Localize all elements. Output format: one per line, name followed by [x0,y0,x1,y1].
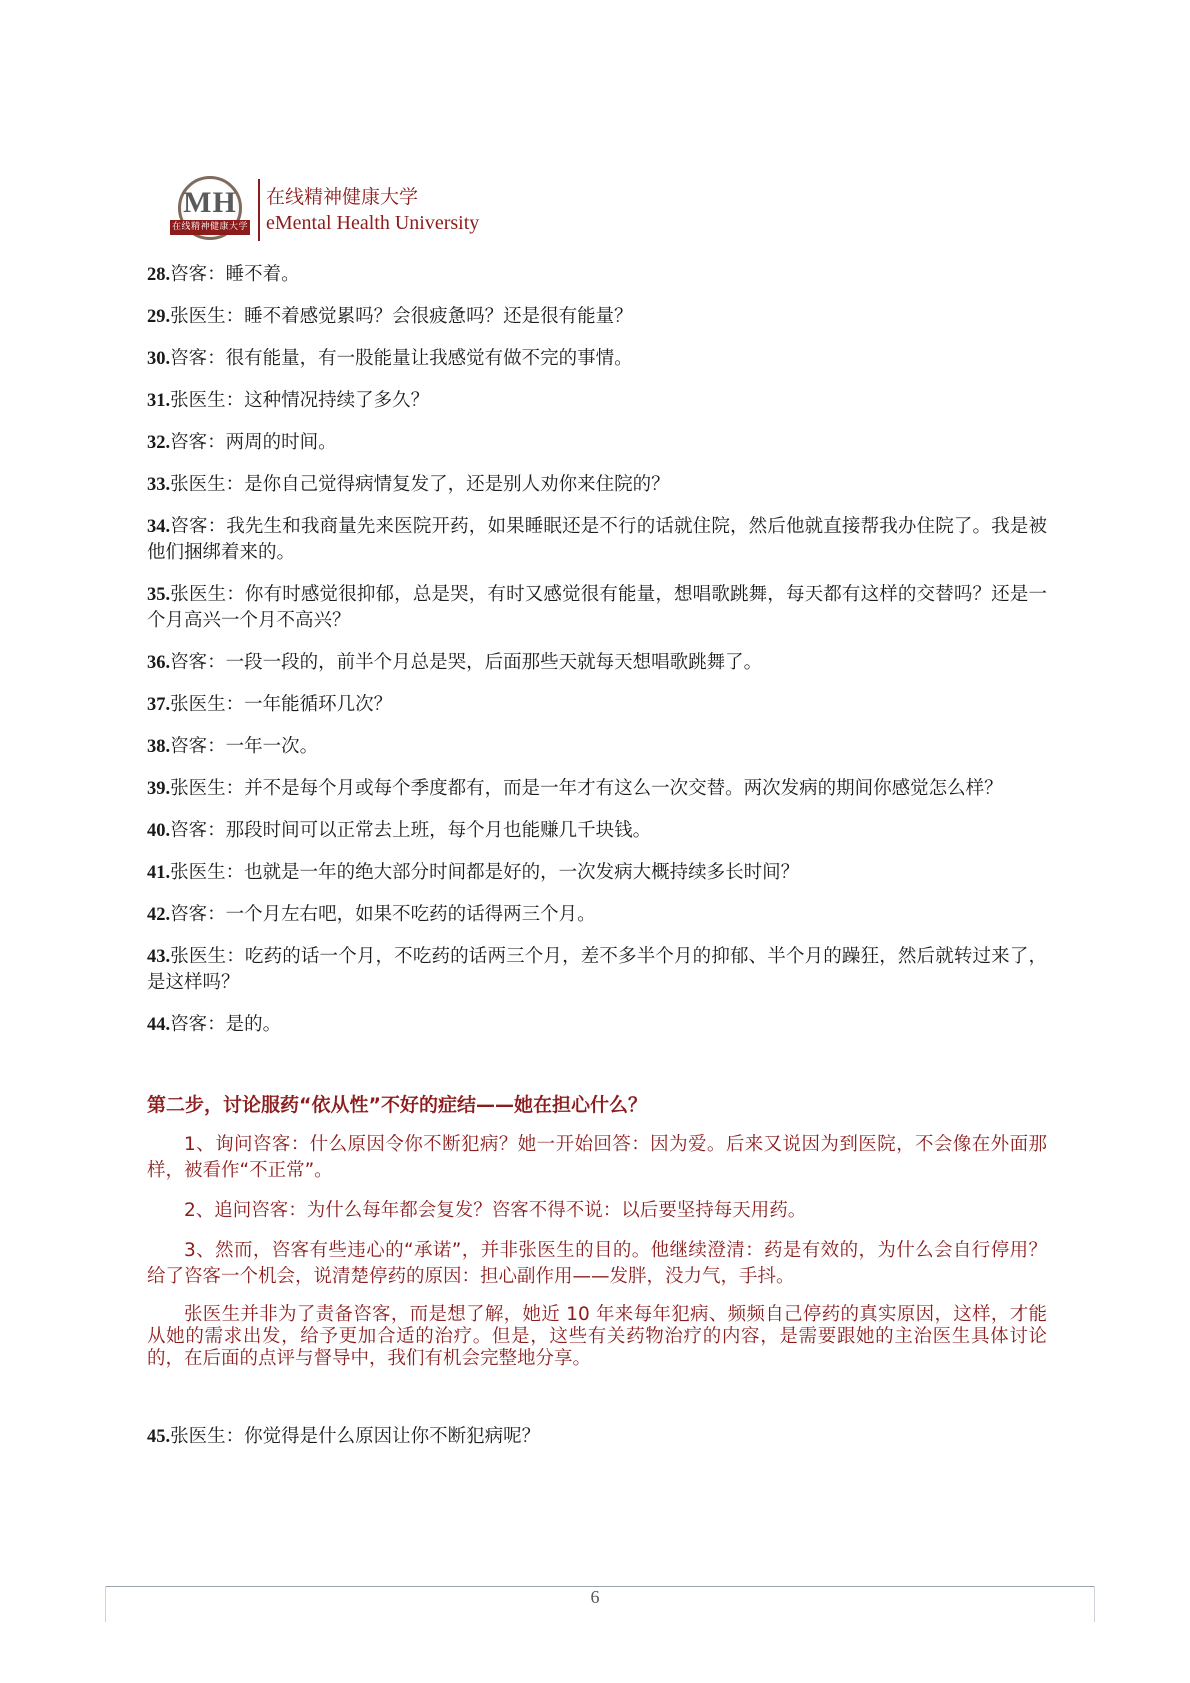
line-number: 32. [147,433,171,453]
header-logo-block [170,172,479,248]
step-paragraph: 1、询问咨客：什么原因令你不断犯病？她一开始回答：因为爱。后来又说因为到医院，不会像在外面那样，被看作“不正常”。 [147,1134,1047,1181]
speaker: 张医生： [170,862,245,883]
dialogue-line [147,472,1047,498]
line-number: 29. [147,307,171,327]
line-text: 睡不着。 [225,264,300,285]
dialogue-line [147,1424,1047,1450]
line-text: 是你自己觉得病情复发了，还是别人劝你来住院的？ [244,474,670,495]
university-name-cn: 在线精神健康大学 [266,186,419,208]
dialogue-line [147,582,1047,634]
step-two-section [147,1092,1047,1370]
line-number: 30. [147,349,171,369]
line-number: 41. [147,863,171,883]
speaker: 张医生： [170,778,245,799]
dialogue-line [147,430,1047,456]
dialogue-part-2 [147,1424,1047,1450]
speaker: 张医生： [170,390,245,411]
line-number: 40. [147,821,171,841]
speaker: 咨客： [170,516,227,537]
speaker: 咨客： [170,736,226,757]
speaker: 张医生： [170,1426,245,1447]
line-number: 34. [147,517,171,537]
logo-letters: MH [183,186,237,219]
line-number: 33. [147,475,171,495]
dialogue-line [147,692,1047,718]
step-heading: 第二步，讨论服药“依从性”不好的症结——她在担心什么？ [147,1094,647,1116]
line-text: 睡不着感觉累吗？会很疲惫吗？还是很有能量？ [244,306,633,327]
line-number: 31. [147,391,171,411]
university-name-en: eMental Health University [266,212,480,234]
main-content [147,262,1047,1466]
line-number: 36. [147,653,171,673]
speaker: 张医生： [170,306,245,327]
line-number: 37. [147,695,171,715]
line-text: 你有时感觉很抑郁，总是哭，有时又感觉很有能量，想唱歌跳舞，每天都有这样的交替吗？还是一个月高兴一个月不高兴？ [147,584,1047,631]
dialogue-line [147,388,1047,414]
line-number: 42. [147,905,171,925]
line-number: 38. [147,737,171,757]
dialogue-line [147,776,1047,802]
line-text: 你觉得是什么原因让你不断犯病呢？ [244,1426,541,1447]
speaker: 咨客： [170,904,226,925]
step-paragraph: 3、然而，咨客有些违心的“承诺”，并非张医生的目的。他继续澄清：药是有效的，为什么会自行停用？给了咨客一个机会，说清楚停药的原因：担心副作用——发胖，没力气，手抖。 [147,1240,1047,1287]
line-number: 44. [147,1015,171,1035]
line-text: 一段一段的，前半个月总是哭，后面那些天就每天想唱歌跳舞了。 [225,652,763,673]
line-text: 一年能循环几次？ [244,694,393,715]
section-gap [147,1054,1047,1092]
dialogue-line [147,514,1047,566]
dialogue-line [147,262,1047,288]
dialogue-line [147,902,1047,928]
dialogue-line [147,860,1047,886]
logo-ribbon: 在线精神健康大学 [170,220,250,235]
speaker: 张医生： [170,584,245,605]
line-text: 并不是每个月或每个季度都有，而是一年才有这么一次交替。两次发病的期间你感觉怎么样？ [244,778,1003,799]
line-text: 一年一次。 [225,736,319,757]
speaker: 张医生： [170,946,245,967]
dialogue-line [147,304,1047,330]
line-number: 45. [147,1427,171,1447]
line-text: 是的。 [225,1014,282,1035]
speaker: 咨客： [170,264,226,285]
line-number: 39. [147,779,171,799]
line-text: 一个月左右吧，如果不吃药的话得两三个月。 [225,904,596,925]
step-paragraph: 2、追问咨客：为什么每年都会复发？咨客不得不说：以后要坚持每天用药。 [184,1200,807,1221]
section-gap [147,1384,1047,1424]
speaker: 咨客： [170,820,226,841]
speaker: 张医生： [170,474,245,495]
line-text: 那段时间可以正常去上班，每个月也能赚几千块钱。 [225,820,652,841]
line-text: 两周的时间。 [225,432,337,453]
line-text: 也就是一年的绝大部分时间都是好的，一次发病大概持续多长时间？ [244,862,800,883]
line-text: 吃药的话一个月，不吃药的话两三个月，差不多半个月的抑郁、半个月的躁狂，然后就转过来了，是这样吗？ [147,946,1047,993]
dialogue-line [147,1012,1047,1038]
logo-seal [170,176,250,244]
line-text: 这种情况持续了多久？ [244,390,430,411]
dialogue-line [147,650,1047,676]
dialogue-line [147,818,1047,844]
line-number: 35. [147,585,171,605]
dialogue-part-1 [147,262,1047,1038]
page-number: 6 [590,1587,600,1607]
line-number: 28. [147,265,171,285]
speaker: 咨客： [170,652,226,673]
logo-text [266,184,479,236]
speaker: 咨客： [170,432,226,453]
logo-divider [258,179,260,241]
dialogue-line [147,346,1047,372]
dialogue-line [147,944,1047,996]
line-number: 43. [147,947,171,967]
step-paragraph: 张医生并非为了责备咨客，而是想了解，她近 10 年来每年犯病、频频自己停药的真实原因，这样，才能从她的需求出发，给予更加合适的治疗。但是，这些有关药物治疗的内容，是需要跟她的主治医生具体讨论的，在后面的点评与督导中，我们有机会完整地分享。 [147,1304,1047,1369]
line-text: 很有能量，有一股能量让我感觉有做不完的事情。 [225,348,633,369]
dialogue-line [147,734,1047,760]
line-text: 我先生和我商量先来医院开药，如果睡眠还是不行的话就住院，然后他就直接帮我办住院了。我是被他们捆绑着来的。 [147,516,1047,563]
speaker: 咨客： [170,348,226,369]
speaker: 咨客： [170,1014,226,1035]
speaker: 张医生： [170,694,245,715]
